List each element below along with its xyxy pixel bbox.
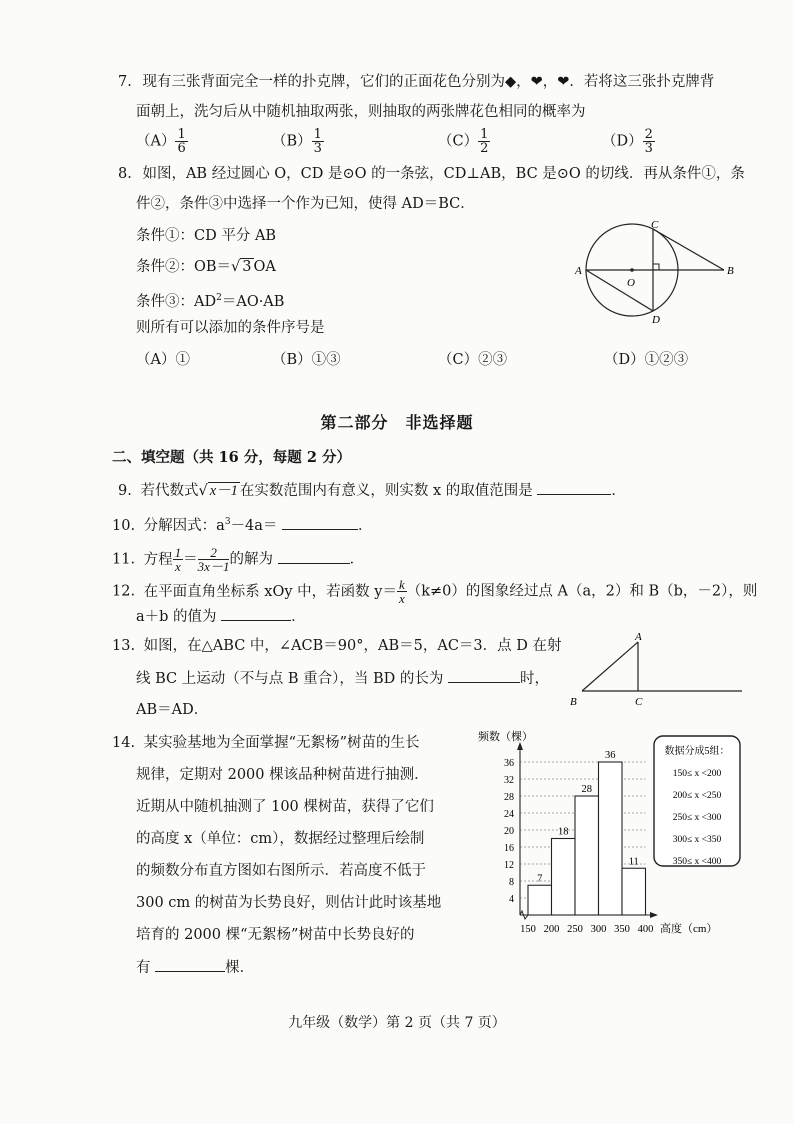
q7-option-b [272,128,324,155]
y-tick-label: 24 [504,809,514,820]
q12-line2: a＋b 的值为 ． [136,606,306,627]
label-a: A [575,265,582,277]
x-axis-label: 高度（cm） [660,923,718,935]
q14-line: 规律，定期对 2000 棵该品种树苗进行抽测． [136,767,429,783]
q13-line3: AB＝AD． [136,702,209,718]
x-tick-label: 250 [567,924,583,935]
y-tick-label: 20 [504,826,514,837]
q12-answer-blank[interactable] [221,606,291,621]
label-d: D [652,314,660,326]
option-label: （B） [272,133,312,150]
q14-line: 的高度 x（单位：cm），数据经过整理后绘制 [136,831,425,847]
legend-item: 200≤ x <250 [672,791,722,801]
legend-item: 250≤ x <300 [672,813,722,823]
q10-number: 10. [112,517,136,534]
q8-circle-figure [572,220,742,330]
q8-line2: 件②，条件③中选择一个作为已知，使得 AD＝BC． [136,196,475,212]
option-label: （D） [602,133,643,150]
legend-item: 300≤ x <350 [672,835,722,845]
q14-line: 近期从中随机抽测了 100 棵树苗，获得了它们 [136,799,434,815]
fraction: $\frac{k}{x}$ [398,577,405,606]
label-a: A [635,631,642,643]
q13-number: 13. [112,638,136,654]
q13-triangle-figure [562,628,748,710]
y-tick-label: 4 [509,894,514,905]
q8-question: 则所有可以添加的条件序号是 [136,320,325,336]
q8-line1: 如图，AB 经过圆心 O，CD 是⊙O 的一条弦，CD⊥AB，BC 是⊙O 的切线．再从条件①，条 [142,166,745,182]
part-two-title: 第二部分 非选择题 [320,413,474,432]
bar-value-label: 18 [558,826,569,838]
q14-last-line: 有 棵． [136,957,254,978]
q8-condition-3: 条件③：$AD^2=AO\cdot AB$ [136,293,285,310]
q13: 13. 如图，在△ABC 中，∠ACB＝90°，AB＝5，AC＝3．点 D 在射 [112,638,562,654]
bar-value-label: 36 [605,750,616,761]
q9: 9. 若代数式√ x－1 在实数范围内有意义，则实数 x 的取值范围是 ． [118,480,626,501]
q8-option-b: （B）①③ [272,352,341,368]
fraction: $\frac{2}{3}$ [644,127,653,156]
q14-answer-blank[interactable] [155,957,225,972]
histogram-bar [528,885,552,915]
x-tick-label: 300 [590,924,607,935]
q13-answer-blank[interactable] [448,668,520,683]
q7-option-a [136,128,188,155]
legend-item: 150≤ x <200 [672,769,722,779]
fraction: $\frac{2}{3x-1}$ [197,545,230,574]
q9-answer-blank[interactable] [537,480,611,495]
fraction: $\frac{1}{2}$ [480,127,489,156]
label-o: O [627,277,635,289]
y-tick-label: 8 [509,877,514,888]
q7-option-c [438,128,490,155]
q8-option-d: （D）①②③ [604,352,689,368]
q7-number: 7. [118,74,132,90]
page-footer: 九年级（数学）第 2 页（共 7 页） [288,1015,506,1031]
label-c: C [635,696,643,708]
legend-item: 350≤ x <400 [672,857,722,867]
histogram-bar [552,839,576,916]
q8-condition-1: 条件①：CD 平分 AB [136,228,277,244]
option-label: （C） [438,133,479,150]
q14: 14. 某实验基地为全面掌握“无絮杨”树苗的生长 [112,735,420,751]
legend-title: 数据分成5组： [664,746,730,757]
histogram-bar [599,762,623,915]
fraction: $\frac{1}{x}$ [174,545,182,574]
fraction: $\frac{1}{6}$ [177,127,186,156]
x-tick-label: 150 [520,924,536,935]
q14-line: 300 cm 的树苗为长势良好，则估计此时该基地 [136,895,442,911]
q9-number: 9. [118,483,132,499]
q7-line1: 现有三张背面完全一样的扑克牌，它们的正面花色分别为◆，❤，❤．若将这三张扑克牌背 [142,74,715,90]
q8-option-a: （A）① [136,352,190,368]
y-tick-label: 12 [504,860,514,871]
label-b: B [570,696,577,708]
histogram-bar [622,868,646,915]
option-label: （A） [136,133,176,150]
q14-number: 14. [112,735,136,751]
bar-value-label: 28 [581,784,592,795]
q8-option-c: （C）②③ [438,352,508,368]
q13-line2: 线 BC 上运动（不与点 B 重合），当 BD 的长为 时， [136,668,549,689]
y-tick-label: 36 [504,758,514,769]
section-fill-in-header: 二、填空题（共 16 分，每题 2 分） [112,449,351,466]
q11-answer-blank[interactable] [278,549,350,564]
q12-number: 12. [112,583,136,600]
x-tick-label: 200 [543,924,560,935]
q7-line2: 面朝上，洗匀后从中随机抽取两张，则抽取的两张牌花色相同的概率为 [136,104,586,120]
q8-condition-2: 条件②：OB＝√ 3 OA [136,259,276,275]
label-b: B [727,265,734,277]
bar-value-label: 11 [628,856,639,868]
frequency-histogram [470,724,750,944]
y-tick-label: 28 [504,792,514,803]
x-tick-label: 350 [614,924,630,935]
q12: 12. 在平面直角坐标系 xOy 中，若函数 y＝ $\frac{k}{x}$ （k≠0）的图象经过点 A（a，2）和 B（b，－2），则 [112,577,758,606]
tangent-bc [653,229,724,270]
segment-ab [582,642,638,691]
q10: 10. 分解因式：$a^3-4a=$ ． [112,512,373,536]
label-c: C [651,220,659,231]
bar-value-label: 7 [537,873,543,885]
y-tick-label: 16 [504,843,514,854]
q11-number: 11. [112,551,136,568]
fraction: $\frac{1}{3}$ [313,127,322,156]
q14-line: 培育的 2000 棵“无絮杨”树苗中长势良好的 [136,927,415,943]
y-axis-label: 频数（棵） [478,731,533,743]
q8 [118,164,745,184]
y-tick-label: 32 [504,775,514,786]
x-axis-arrow [650,912,658,918]
q10-answer-blank[interactable] [282,515,358,530]
x-tick-label: 400 [637,924,654,935]
segment-ad [586,270,653,311]
q7-option-d [602,128,655,155]
q14-line: 的频数分布直方图如右图所示．若高度不低于 [136,863,426,879]
histogram-bar [575,796,599,915]
y-axis-arrow [517,742,523,750]
q11: 11. 方程 $\frac{1}{x}$ ＝ $\frac{2}{3x-1}$ 的解为 ． [112,545,365,574]
q7 [118,72,714,92]
q8-number: 8. [118,166,132,182]
right-angle-mark [653,264,659,270]
center-point [630,268,634,272]
